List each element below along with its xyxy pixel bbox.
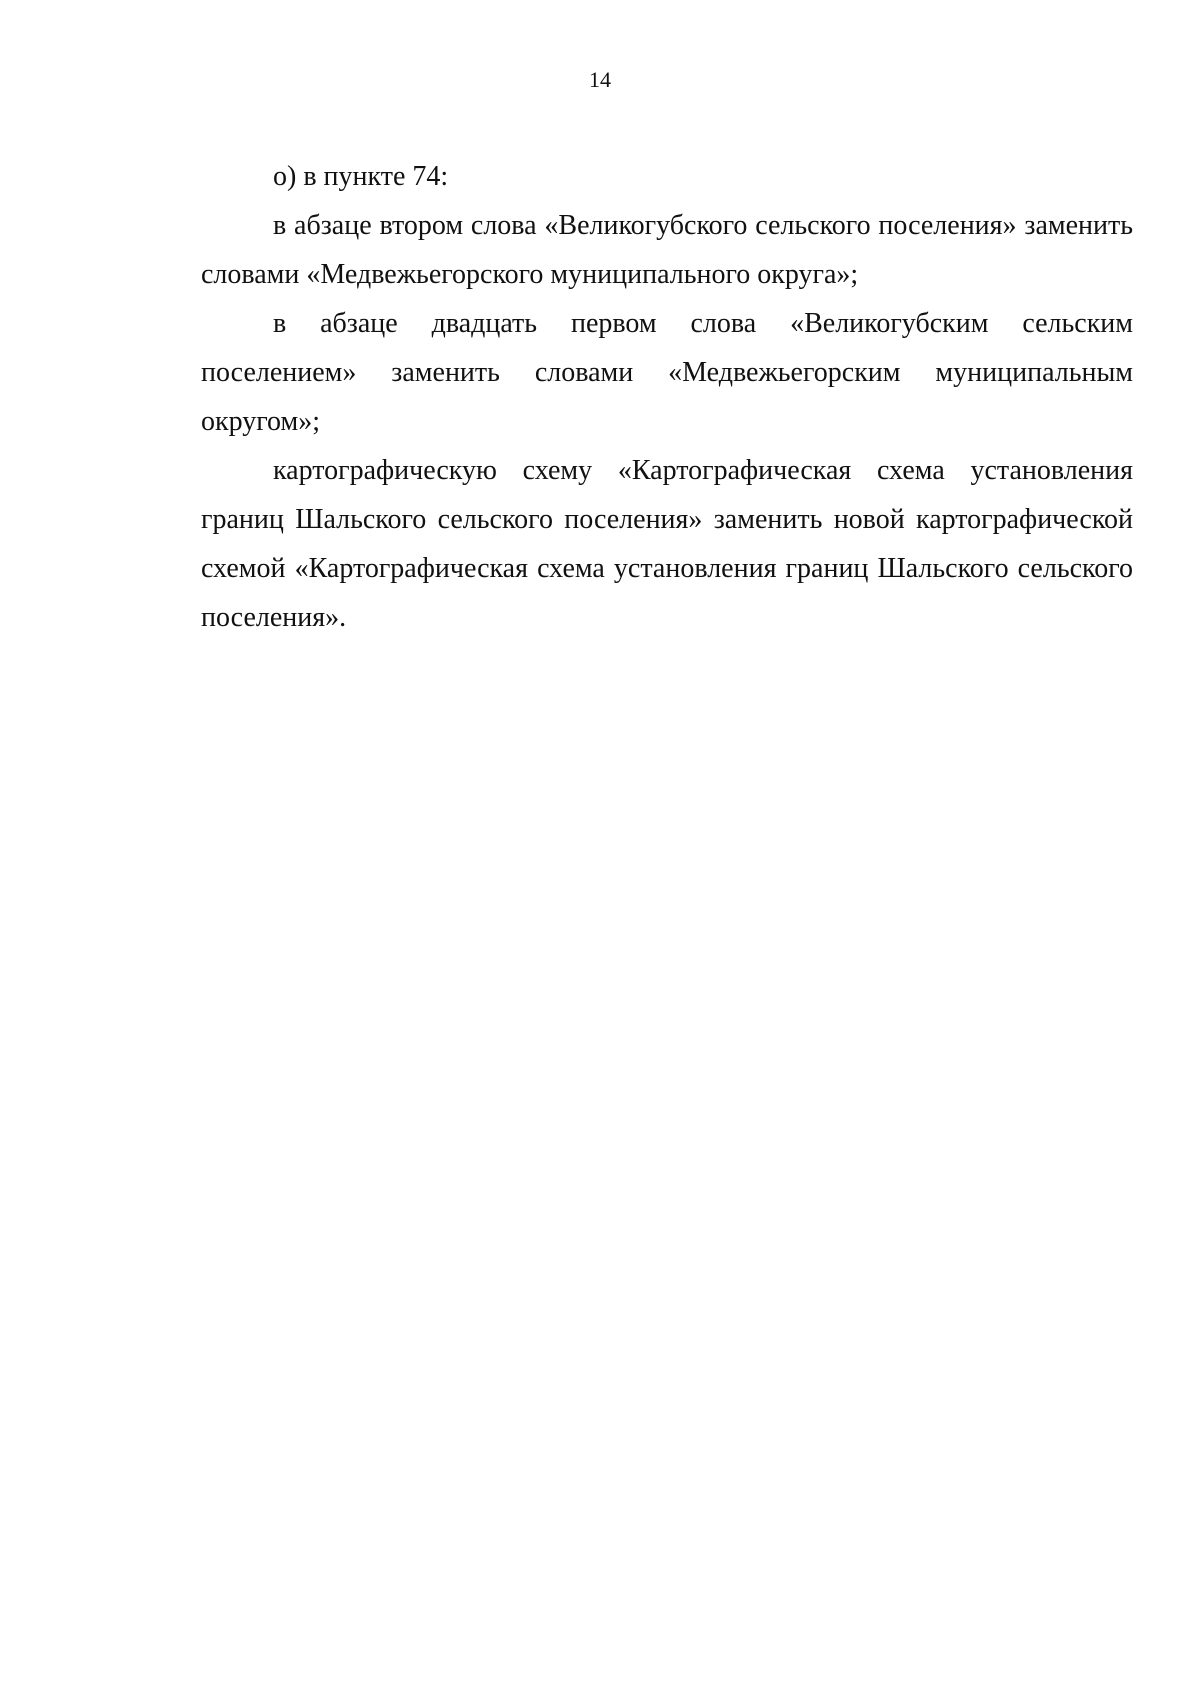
paragraph-map-scheme: картографическую схему «Картографическая схема установления границ Шальского сельского поселения» заменить новой картографической схемой «Картографическая схема установления границ Шальского сельского поселения». xyxy=(201,455,1133,633)
paragraph-twenty-first-abzac: в абзаце двадцать первом слова «Великогубским сельским поселением» заменить словами «Медвежьегорским муниципальным округом»; xyxy=(201,308,1133,437)
paragraph-item-heading: о) в пункте 74: xyxy=(273,161,449,192)
page-number: 14 xyxy=(589,67,611,92)
document-body xyxy=(201,152,1133,642)
paragraph-second-abzac: в абзаце втором слова «Великогубского сельского поселения» заменить словами «Медвежьегорского муниципального округа»; xyxy=(201,210,1133,290)
